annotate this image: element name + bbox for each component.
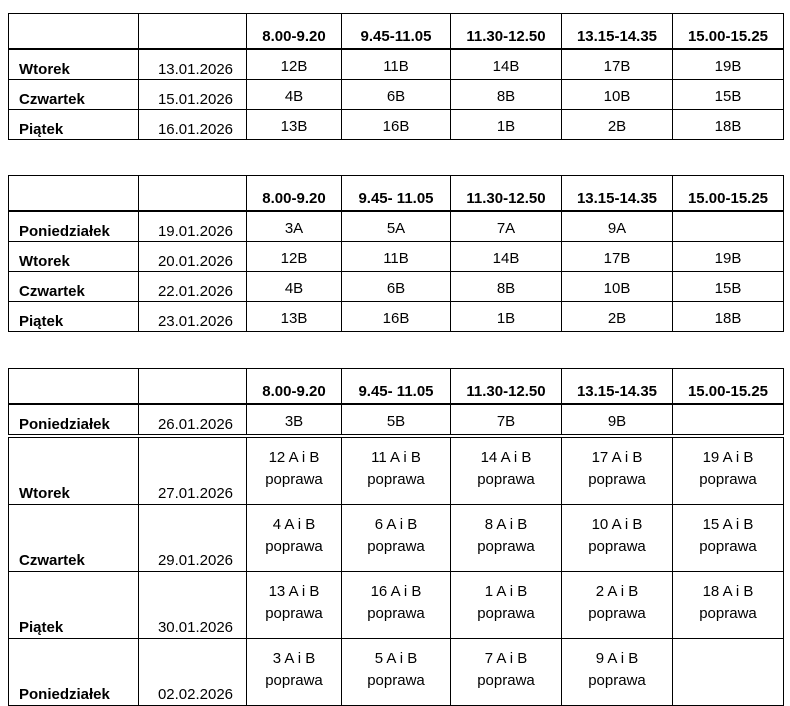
- retake-label: poprawa: [588, 471, 646, 488]
- class-cell: [342, 505, 451, 572]
- class-label: 10 A i B: [591, 516, 643, 533]
- class-cell: 2B: [562, 110, 673, 140]
- header-row: [9, 176, 784, 212]
- class-label: 18 A i B: [702, 583, 754, 600]
- retake-label: poprawa: [367, 538, 425, 555]
- class-cell: [451, 639, 562, 706]
- table-row: [9, 49, 784, 80]
- date-cell: 23.01.2026: [139, 302, 247, 332]
- table-row: [9, 110, 784, 140]
- class-cell: 3B: [247, 404, 342, 436]
- day-cell: Wtorek: [9, 242, 139, 272]
- class-cell: 14B: [451, 49, 562, 80]
- day-cell: Wtorek: [9, 436, 139, 505]
- table-row: [9, 80, 784, 110]
- class-cell: [673, 404, 784, 436]
- corner-cell: [9, 176, 139, 212]
- class-cell: 8B: [451, 272, 562, 302]
- time-header: 11.30-12.50: [451, 14, 562, 50]
- class-cell: 19B: [673, 49, 784, 80]
- class-cell: [451, 572, 562, 639]
- schedule-table-3: [8, 368, 784, 706]
- schedule-table-2: [8, 175, 784, 332]
- class-cell: [562, 639, 673, 706]
- table-row: [9, 639, 784, 706]
- table-row: [9, 302, 784, 332]
- retake-label: poprawa: [367, 672, 425, 689]
- table-row: [9, 211, 784, 242]
- retake-label: poprawa: [477, 605, 535, 622]
- table-row: [9, 436, 784, 505]
- date-cell: 15.01.2026: [139, 80, 247, 110]
- day-cell: Poniedziałek: [9, 639, 139, 706]
- class-label: 7 A i B: [484, 650, 528, 667]
- retake-label: poprawa: [588, 672, 646, 689]
- class-cell: 10B: [562, 80, 673, 110]
- class-label: 12 A i B: [268, 449, 320, 466]
- class-label: 3 A i B: [272, 650, 316, 667]
- retake-label: poprawa: [477, 672, 535, 689]
- class-cell: [673, 436, 784, 505]
- class-cell: [247, 436, 342, 505]
- class-label: 8 A i B: [484, 516, 528, 533]
- retake-label: poprawa: [367, 471, 425, 488]
- corner-cell: [139, 369, 247, 405]
- class-cell: 13B: [247, 110, 342, 140]
- date-cell: 27.01.2026: [139, 436, 247, 505]
- time-header: 13.15-14.35: [562, 14, 673, 50]
- class-cell: 1B: [451, 302, 562, 332]
- class-cell: 15B: [673, 80, 784, 110]
- time-header: 8.00-9.20: [247, 369, 342, 405]
- time-header: 9.45- 11.05: [342, 369, 451, 405]
- date-cell: 29.01.2026: [139, 505, 247, 572]
- time-header: 15.00-15.25: [673, 369, 784, 405]
- class-label: 6 A i B: [374, 516, 418, 533]
- table-row: [9, 242, 784, 272]
- class-cell: 5A: [342, 211, 451, 242]
- retake-label: poprawa: [588, 538, 646, 555]
- time-header: 15.00-15.25: [673, 14, 784, 50]
- class-cell: [562, 505, 673, 572]
- table-row: [9, 572, 784, 639]
- date-cell: 26.01.2026: [139, 404, 247, 436]
- class-cell: [342, 436, 451, 505]
- class-cell: [247, 639, 342, 706]
- day-cell: Wtorek: [9, 49, 139, 80]
- time-header: 8.00-9.20: [247, 176, 342, 212]
- class-cell: [342, 639, 451, 706]
- class-cell: [673, 211, 784, 242]
- class-cell: 8B: [451, 80, 562, 110]
- table-row: [9, 272, 784, 302]
- header-row: [9, 369, 784, 405]
- retake-label: poprawa: [265, 672, 323, 689]
- class-cell: 17B: [562, 49, 673, 80]
- day-cell: Piątek: [9, 302, 139, 332]
- time-header: 15.00-15.25: [673, 176, 784, 212]
- time-header: 11.30-12.50: [451, 176, 562, 212]
- time-header: 9.45- 11.05: [342, 176, 451, 212]
- class-cell: 4B: [247, 272, 342, 302]
- class-label: 14 A i B: [480, 449, 532, 466]
- retake-label: poprawa: [477, 538, 535, 555]
- class-cell: 12B: [247, 242, 342, 272]
- class-cell: 16B: [342, 302, 451, 332]
- class-cell: 18B: [673, 302, 784, 332]
- class-cell: 2B: [562, 302, 673, 332]
- class-cell: 15B: [673, 272, 784, 302]
- date-cell: 20.01.2026: [139, 242, 247, 272]
- retake-label: poprawa: [588, 605, 646, 622]
- class-cell: [342, 572, 451, 639]
- time-header: 13.15-14.35: [562, 176, 673, 212]
- day-cell: Czwartek: [9, 505, 139, 572]
- class-cell: [673, 639, 784, 706]
- day-cell: Piątek: [9, 572, 139, 639]
- class-label: 19 A i B: [702, 449, 754, 466]
- class-cell: 1B: [451, 110, 562, 140]
- date-cell: 02.02.2026: [139, 639, 247, 706]
- day-cell: Czwartek: [9, 80, 139, 110]
- class-cell: 11B: [342, 242, 451, 272]
- class-cell: [451, 505, 562, 572]
- class-label: 4 A i B: [272, 516, 316, 533]
- retake-label: poprawa: [699, 471, 757, 488]
- day-cell: Czwartek: [9, 272, 139, 302]
- class-cell: 9A: [562, 211, 673, 242]
- class-label: 16 A i B: [370, 583, 422, 600]
- class-cell: 17B: [562, 242, 673, 272]
- class-label: 15 A i B: [702, 516, 754, 533]
- class-cell: [247, 505, 342, 572]
- class-label: 11 A i B: [371, 449, 421, 466]
- date-cell: 16.01.2026: [139, 110, 247, 140]
- class-cell: 19B: [673, 242, 784, 272]
- class-label: 9 A i B: [595, 650, 639, 667]
- class-cell: 7A: [451, 211, 562, 242]
- class-cell: 10B: [562, 272, 673, 302]
- class-cell: [247, 572, 342, 639]
- retake-label: poprawa: [477, 471, 535, 488]
- class-cell: 6B: [342, 272, 451, 302]
- class-cell: 3A: [247, 211, 342, 242]
- class-cell: 4B: [247, 80, 342, 110]
- table-row: [9, 404, 784, 436]
- class-cell: [673, 505, 784, 572]
- retake-label: poprawa: [265, 471, 323, 488]
- time-header: 9.45-11.05: [342, 14, 451, 50]
- class-cell: 5B: [342, 404, 451, 436]
- class-label: 2 A i B: [595, 583, 639, 600]
- date-cell: 30.01.2026: [139, 572, 247, 639]
- day-cell: Poniedziałek: [9, 404, 139, 436]
- header-row: [9, 14, 784, 50]
- date-cell: 13.01.2026: [139, 49, 247, 80]
- class-cell: 14B: [451, 242, 562, 272]
- class-cell: [562, 436, 673, 505]
- time-header: 13.15-14.35: [562, 369, 673, 405]
- corner-cell: [139, 14, 247, 50]
- corner-cell: [139, 176, 247, 212]
- class-cell: 11B: [342, 49, 451, 80]
- class-cell: 7B: [451, 404, 562, 436]
- class-cell: [562, 572, 673, 639]
- retake-label: poprawa: [699, 605, 757, 622]
- time-header: 11.30-12.50: [451, 369, 562, 405]
- retake-label: poprawa: [367, 605, 425, 622]
- date-cell: 22.01.2026: [139, 272, 247, 302]
- table-row: [9, 505, 784, 572]
- class-cell: [673, 572, 784, 639]
- retake-label: poprawa: [699, 538, 757, 555]
- class-cell: 6B: [342, 80, 451, 110]
- retake-label: poprawa: [265, 538, 323, 555]
- class-cell: 16B: [342, 110, 451, 140]
- day-cell: Piątek: [9, 110, 139, 140]
- class-cell: 9B: [562, 404, 673, 436]
- class-label: 13 A i B: [268, 583, 320, 600]
- class-label: 5 A i B: [374, 650, 418, 667]
- corner-cell: [9, 369, 139, 405]
- date-cell: 19.01.2026: [139, 211, 247, 242]
- retake-label: poprawa: [265, 605, 323, 622]
- schedule-table-1: [8, 13, 784, 140]
- class-label: 1 A i B: [484, 583, 528, 600]
- class-cell: [451, 436, 562, 505]
- class-cell: 12B: [247, 49, 342, 80]
- time-header: 8.00-9.20: [247, 14, 342, 50]
- corner-cell: [9, 14, 139, 50]
- day-cell: Poniedziałek: [9, 211, 139, 242]
- class-label: 17 A i B: [591, 449, 643, 466]
- class-cell: 13B: [247, 302, 342, 332]
- class-cell: 18B: [673, 110, 784, 140]
